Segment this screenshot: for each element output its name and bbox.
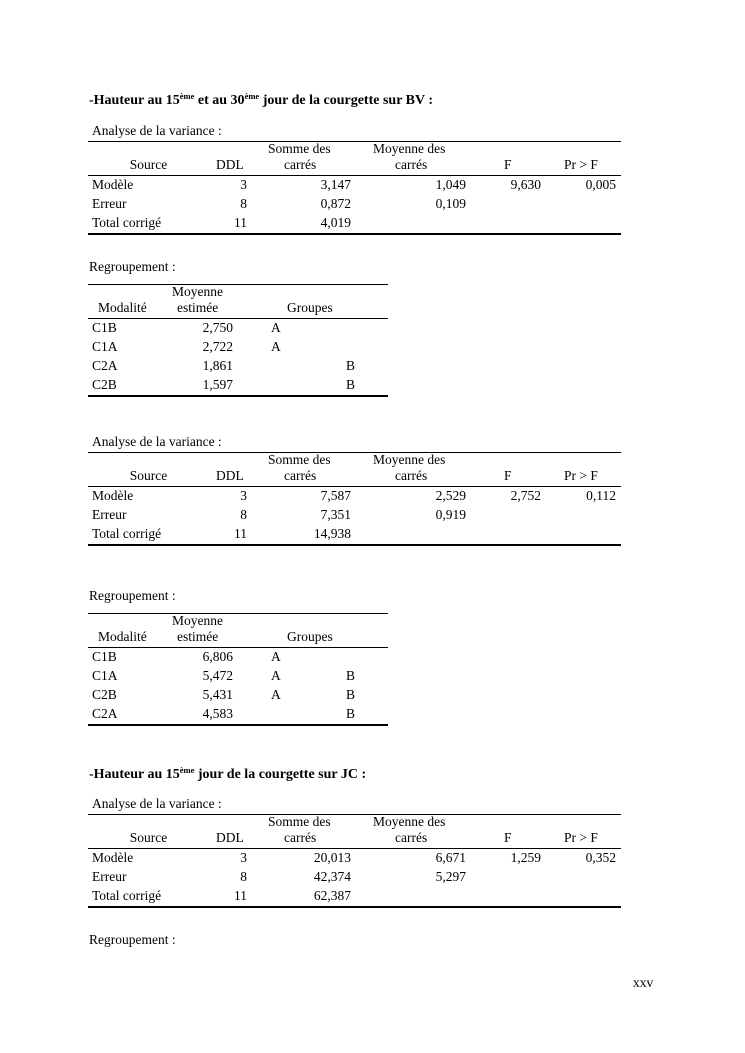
- anova-ms: 2,529: [435, 488, 466, 503]
- anova-top-rule: [88, 141, 621, 142]
- anova-source: Total corrigé: [92, 215, 162, 230]
- anova-p: 0,352: [585, 850, 616, 865]
- group-modalite: C1B: [92, 320, 117, 335]
- header-groups: Groupes: [287, 300, 333, 315]
- anova-caption: Analyse de la variance :: [92, 796, 222, 811]
- anova-ss: 7,587: [320, 488, 351, 503]
- anova-ddl: 8: [240, 196, 247, 211]
- group-mean: 1,861: [202, 358, 233, 373]
- header-ms-2: carrés: [395, 468, 428, 483]
- group-letter-a: A: [271, 339, 281, 354]
- anova-caption: Analyse de la variance :: [92, 434, 222, 449]
- anova-bottom-rule: [88, 906, 621, 908]
- group-letter-b: B: [346, 706, 356, 721]
- header-p: Pr > F: [564, 468, 598, 483]
- group-header-rule: [88, 318, 388, 319]
- anova-source: Erreur: [92, 869, 127, 884]
- group-mean: 1,597: [202, 377, 233, 392]
- anova-source: Erreur: [92, 196, 127, 211]
- anova-source: Erreur: [92, 507, 127, 522]
- anova-header-rule: [88, 848, 621, 849]
- anova-ms: 1,049: [435, 177, 466, 192]
- header-ss-2: carrés: [284, 830, 317, 845]
- header-ms: Moyenne des: [373, 452, 446, 467]
- grouping-caption: Regroupement :: [89, 588, 176, 603]
- anova-bottom-rule: [88, 233, 621, 235]
- page-number: xxv: [633, 975, 654, 990]
- group-letter-a: A: [271, 687, 281, 702]
- anova-ddl: 3: [240, 850, 247, 865]
- group-mean: 6,806: [202, 649, 233, 664]
- anova-caption: Analyse de la variance :: [92, 123, 222, 138]
- group-letter-a: A: [271, 649, 281, 664]
- group-modalite: C2B: [92, 687, 117, 702]
- group-mean: 2,722: [202, 339, 233, 354]
- grouping-caption: Regroupement :: [89, 259, 176, 274]
- anova-top-rule: [88, 452, 621, 453]
- anova-f: 2,752: [510, 488, 541, 503]
- group-mean: 2,750: [202, 320, 233, 335]
- anova-f: 9,630: [510, 177, 541, 192]
- group-letter-b: B: [346, 668, 356, 683]
- header-mean-2: estimée: [177, 300, 219, 315]
- header-ddl: DDL: [216, 157, 244, 172]
- anova-source: Modèle: [92, 488, 134, 503]
- header-modalite: Modalité: [98, 300, 147, 315]
- header-groups: Groupes: [287, 629, 333, 644]
- group-header-rule: [88, 647, 388, 648]
- anova-ddl: 11: [234, 526, 247, 541]
- anova-ddl: 3: [240, 177, 247, 192]
- group-letter-a: A: [271, 668, 281, 683]
- section-heading-bv: -Hauteur au 15ème et au 30ème jour de la courgette sur BV :: [89, 91, 434, 108]
- anova-ms: 6,671: [435, 850, 466, 865]
- header-p: Pr > F: [564, 157, 598, 172]
- grouping-caption: Regroupement :: [89, 932, 176, 947]
- group-mean: 5,472: [202, 668, 233, 683]
- header-ddl: DDL: [216, 468, 244, 483]
- anova-ss: 3,147: [320, 177, 351, 192]
- anova-ddl: 11: [234, 215, 247, 230]
- group-letter-a: A: [271, 320, 281, 335]
- group-top-rule: [88, 613, 388, 614]
- header-mean: Moyenne: [172, 284, 223, 299]
- anova-f: 1,259: [510, 850, 541, 865]
- anova-ss: 14,938: [313, 526, 351, 541]
- anova-ddl: 8: [240, 869, 247, 884]
- group-bottom-rule: [88, 724, 388, 726]
- anova-ms: 5,297: [435, 869, 466, 884]
- group-mean: 4,583: [202, 706, 233, 721]
- group-letter-b: B: [346, 687, 356, 702]
- anova-ss: 20,013: [313, 850, 351, 865]
- section-heading-jc: -Hauteur au 15ème jour de la courgette sur JC :: [89, 765, 367, 782]
- group-top-rule: [88, 284, 388, 285]
- anova-ms: 0,919: [435, 507, 466, 522]
- group-modalite: C1B: [92, 649, 117, 664]
- anova-ddl: 3: [240, 488, 247, 503]
- group-modalite: C2B: [92, 377, 117, 392]
- header-ss: Somme des: [268, 141, 331, 156]
- anova-ms: 0,109: [435, 196, 466, 211]
- anova-source: Total corrigé: [92, 888, 162, 903]
- header-f: F: [504, 468, 512, 483]
- header-mean-2: estimée: [177, 629, 219, 644]
- header-ss: Somme des: [268, 452, 331, 467]
- group-modalite: C2A: [92, 358, 118, 373]
- group-letter-b: B: [346, 377, 356, 392]
- header-ms-2: carrés: [395, 830, 428, 845]
- group-modalite: C2A: [92, 706, 118, 721]
- anova-header-rule: [88, 175, 621, 176]
- anova-bottom-rule: [88, 544, 621, 546]
- anova-p: 0,005: [585, 177, 616, 192]
- header-source: Source: [129, 830, 168, 845]
- header-mean: Moyenne: [172, 613, 223, 628]
- header-ss-2: carrés: [284, 157, 317, 172]
- header-f: F: [504, 830, 512, 845]
- header-ddl: DDL: [216, 830, 244, 845]
- anova-top-rule: [88, 814, 621, 815]
- anova-ss: 7,351: [320, 507, 351, 522]
- header-source: Source: [129, 468, 168, 483]
- group-mean: 5,431: [202, 687, 233, 702]
- header-modalite: Modalité: [98, 629, 147, 644]
- header-source: Source: [129, 157, 168, 172]
- header-ms-2: carrés: [395, 157, 428, 172]
- anova-ss: 4,019: [320, 215, 351, 230]
- header-ss: Somme des: [268, 814, 331, 829]
- header-ss-2: carrés: [284, 468, 317, 483]
- anova-header-rule: [88, 486, 621, 487]
- anova-ss: 62,387: [313, 888, 351, 903]
- anova-ddl: 8: [240, 507, 247, 522]
- header-ms: Moyenne des: [373, 141, 446, 156]
- header-f: F: [504, 157, 512, 172]
- anova-ss: 42,374: [313, 869, 351, 884]
- header-ms: Moyenne des: [373, 814, 446, 829]
- group-bottom-rule: [88, 395, 388, 397]
- group-letter-b: B: [346, 358, 356, 373]
- anova-p: 0,112: [586, 488, 616, 503]
- group-modalite: C1A: [92, 668, 118, 683]
- anova-source: Total corrigé: [92, 526, 162, 541]
- anova-ss: 0,872: [320, 196, 351, 211]
- header-p: Pr > F: [564, 830, 598, 845]
- anova-source: Modèle: [92, 850, 134, 865]
- anova-source: Modèle: [92, 177, 134, 192]
- anova-ddl: 11: [234, 888, 247, 903]
- group-modalite: C1A: [92, 339, 118, 354]
